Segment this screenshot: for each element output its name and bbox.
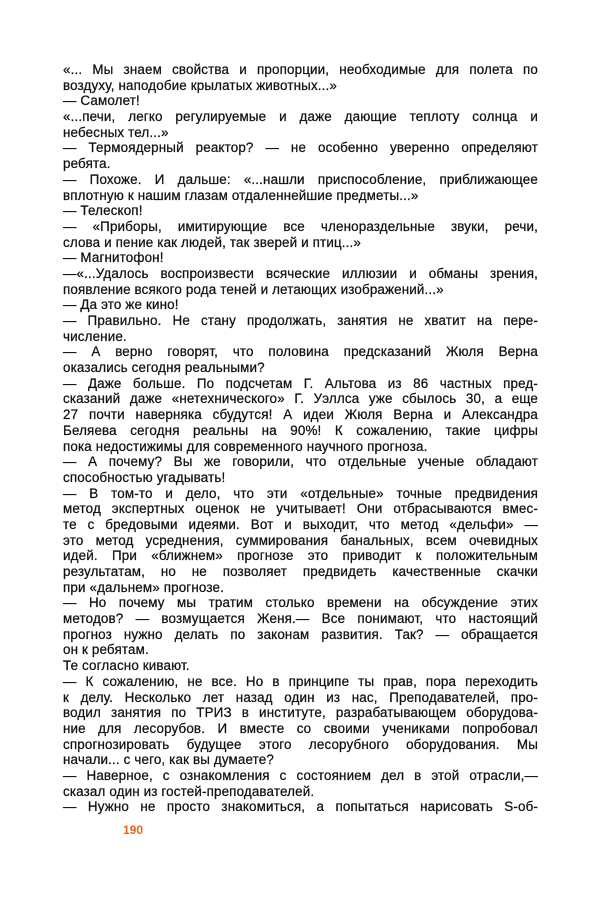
text-line: — Да это же кино! xyxy=(63,297,179,313)
text-line: — «Приборы, имитирующие все членораздельные звуки, речи, xyxy=(63,218,538,234)
body-text xyxy=(63,62,538,815)
text-line: — Магнитофон! xyxy=(63,250,164,266)
text-line: идей. При «ближнем» прогнозе это приводит к положительным xyxy=(63,548,538,564)
text-line: метод экспертных оценок не учитывает! Они отбрасываются вмес- xyxy=(63,501,538,517)
text-line: Беляева сегодня реальны на 90%! К сожалению, такие цифры xyxy=(63,422,538,438)
text-line: — Термоядерный реактор? — не особенно уверенно определяют xyxy=(63,140,538,156)
text-line: методов? — возмущается Женя.— Все понимают, что настоящий xyxy=(63,611,538,627)
text-line: — А верно говорят, что половина предсказаний Жюля Верна xyxy=(63,344,538,360)
text-line: спрогнозировать будущее этого лесорубного оборудования. Мы xyxy=(63,736,538,752)
text-line: сказаний даже «нетехнического» Г. Уэллса уже сбылось 30, а еще xyxy=(63,391,538,407)
text-line: ребята. xyxy=(63,156,111,172)
text-line: к делу. Несколько лет назад один из нас, Преподавателей, про- xyxy=(63,689,538,705)
text-line: — В том-то и дело, что эти «отдельные» точные предвидения xyxy=(63,485,538,501)
text-line: прогноз нужно делать по законам развития. Так? — обращается xyxy=(63,626,538,642)
text-line: оказались сегодня реальными? xyxy=(63,360,265,376)
text-line: 27 почти наверняка сбудутся! А идеи Жюля Верна и Александра xyxy=(63,407,538,423)
text-line: — Нужно не просто знакомиться, а попытаться нарисовать S-об- xyxy=(63,799,538,815)
text-line: — Но почему мы тратим столько времени на обсуждение этих xyxy=(63,595,538,611)
text-line: сказал один из гостей-преподавателей. xyxy=(63,783,315,799)
text-line: —«...Удалось воспроизвести всяческие иллюзии и обманы зрения, xyxy=(63,265,538,281)
text-line: вплотную к нашим глазам отдаленнейшие предметы...» xyxy=(63,187,419,203)
text-line: те с бредовыми идеями. Вот и выходит, что метод «дельфи» — xyxy=(63,516,538,532)
text-line: способностью угадывать! xyxy=(63,469,226,485)
text-line: начали... с чего, как вы думаете? xyxy=(63,752,274,768)
text-line: — Телескоп! xyxy=(63,203,143,219)
text-line: это метод усреднения, суммирования банальных, всем очевидных xyxy=(63,532,538,548)
text-line: Те согласно кивают. xyxy=(63,658,190,674)
text-line: «...печи, легко регулируемые и даже дающие теплоту солнца и xyxy=(63,109,538,125)
text-line: — Даже больше. По подсчетам Г. Альтова из 86 частных пред- xyxy=(63,375,538,391)
text-line: ние для лесорубов. И вместе со своими учениками попробовал xyxy=(63,720,538,736)
text-line: водил занятия по ТРИЗ в институте, разрабатывающем оборудова- xyxy=(63,705,538,721)
text-line: слова и пение как людей, так зверей и птиц...» xyxy=(63,234,361,250)
text-line: результатам, но не позволяет предвидеть качественные скачки xyxy=(63,564,538,579)
text-line: — К сожалению, не все. Но в принципе ты прав, пора переходить xyxy=(63,673,538,689)
text-line: появление всякого рода теней и летающих изображений...» xyxy=(63,281,444,297)
page-number: 190 xyxy=(123,823,144,837)
text-line: воздуху, наподобие крылатых животных...» xyxy=(63,77,338,93)
text-line: пока недостижимы для современного научного прогноза. xyxy=(63,438,428,454)
text-line: — А почему? Вы же говорили, что отдельные ученые обладают xyxy=(63,454,538,470)
text-line: числение. xyxy=(63,328,127,344)
text-line: небесных тел...» xyxy=(63,124,169,140)
text-line: «... Мы знаем свойства и пропорции, необходимые для полета по xyxy=(63,62,538,77)
text-line: при «дальнем» прогнозе. xyxy=(63,579,224,595)
text-line: — Самолет! xyxy=(63,93,140,109)
text-line: он к ребятам. xyxy=(63,642,149,658)
text-line: — Правильно. Не стану продолжать, занятия не хватит на пере- xyxy=(63,313,538,328)
text-line: — Наверное, с ознакомления с состоянием дел в этой отрасли,— xyxy=(63,767,538,783)
text-line: — Похоже. И дальше: «...нашли приспособление, приближающее xyxy=(63,171,538,187)
